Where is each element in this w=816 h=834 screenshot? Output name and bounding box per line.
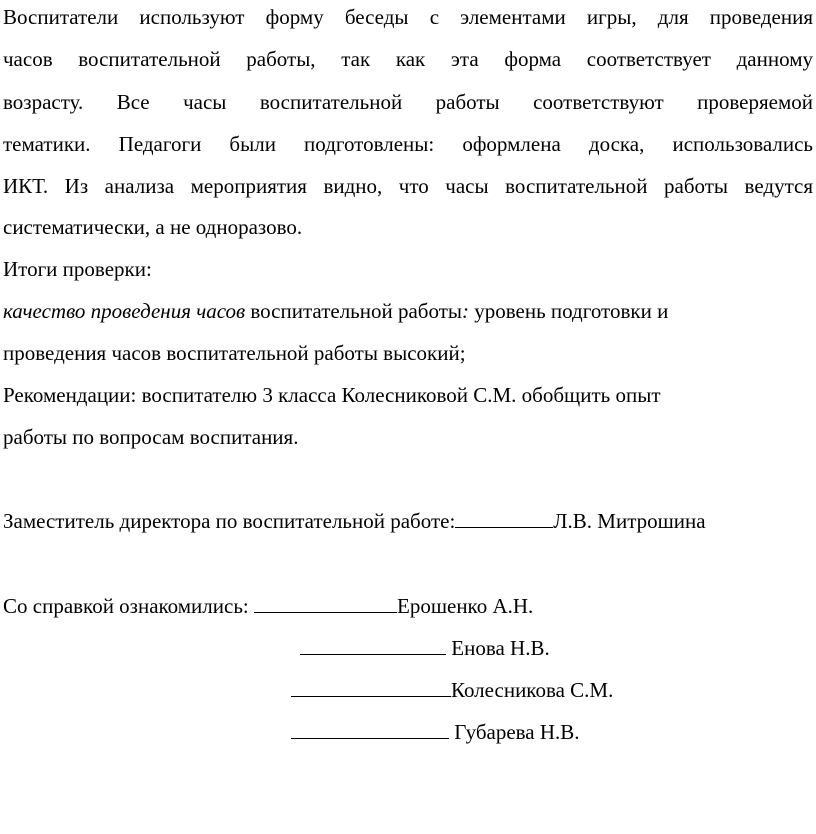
acknowledged-name-1: Ерошенко А.Н. — [397, 594, 534, 618]
acknowledged-blank-2 — [300, 635, 446, 655]
paragraph-line-1: Воспитатели используют форму беседы с элементами игры, для проведения — [3, 5, 813, 29]
acknowledged-line-2 — [300, 634, 550, 662]
paragraph-line-4: тематики. Педагоги были подготовлены: оформлена доска, использовались — [3, 132, 813, 156]
acknowledged-blank-3 — [291, 677, 451, 697]
signature-blank — [455, 508, 553, 528]
acknowledged-blank-1 — [254, 593, 397, 613]
signature-line — [3, 507, 706, 535]
acknowledged-name-3: Колесникова С.М. — [451, 678, 614, 702]
quality-colon: : — [462, 299, 469, 323]
acknowledged-line-4 — [291, 718, 580, 746]
quality-line-1 — [3, 297, 668, 325]
quality-text-2: уровень подготовки и — [469, 299, 669, 323]
acknowledged-name-4: Губарева Н.В. — [449, 720, 580, 744]
signature-role: Заместитель директора по воспитательной работе: — [3, 509, 456, 533]
signature-name: Л.В. Митрошина — [553, 509, 706, 533]
recommendations-line-2: работы по вопросам воспитания. — [3, 425, 299, 449]
quality-line-2: проведения часов воспитательной работы высокий; — [3, 341, 466, 365]
acknowledged-line-3 — [291, 676, 613, 704]
paragraph-line-3: возрасту. Все часы воспитательной работы соответствуют проверяемой — [3, 90, 813, 114]
quality-label: качество проведения часов — [3, 299, 246, 323]
paragraph-line-2: часов воспитательной работы, так как эта форма соответствует данному — [3, 47, 813, 71]
recommendations-line-1: Рекомендации: воспитателю 3 класса Колесниковой С.М. обобщить опыт — [3, 383, 661, 407]
results-heading: Итоги проверки: — [3, 257, 152, 281]
acknowledged-name-2: Енова Н.В. — [446, 636, 550, 660]
paragraph-line-5: ИКТ. Из анализа мероприятия видно, что часы воспитательной работы ведутся — [3, 174, 813, 198]
paragraph-line-6: систематически, а не одноразово. — [3, 215, 303, 239]
acknowledged-blank-4 — [291, 719, 449, 739]
acknowledged-label: Со справкой ознакомились: — [3, 594, 254, 618]
acknowledged-line-1 — [3, 592, 533, 620]
quality-text-1: воспитательной работы — [245, 299, 462, 323]
